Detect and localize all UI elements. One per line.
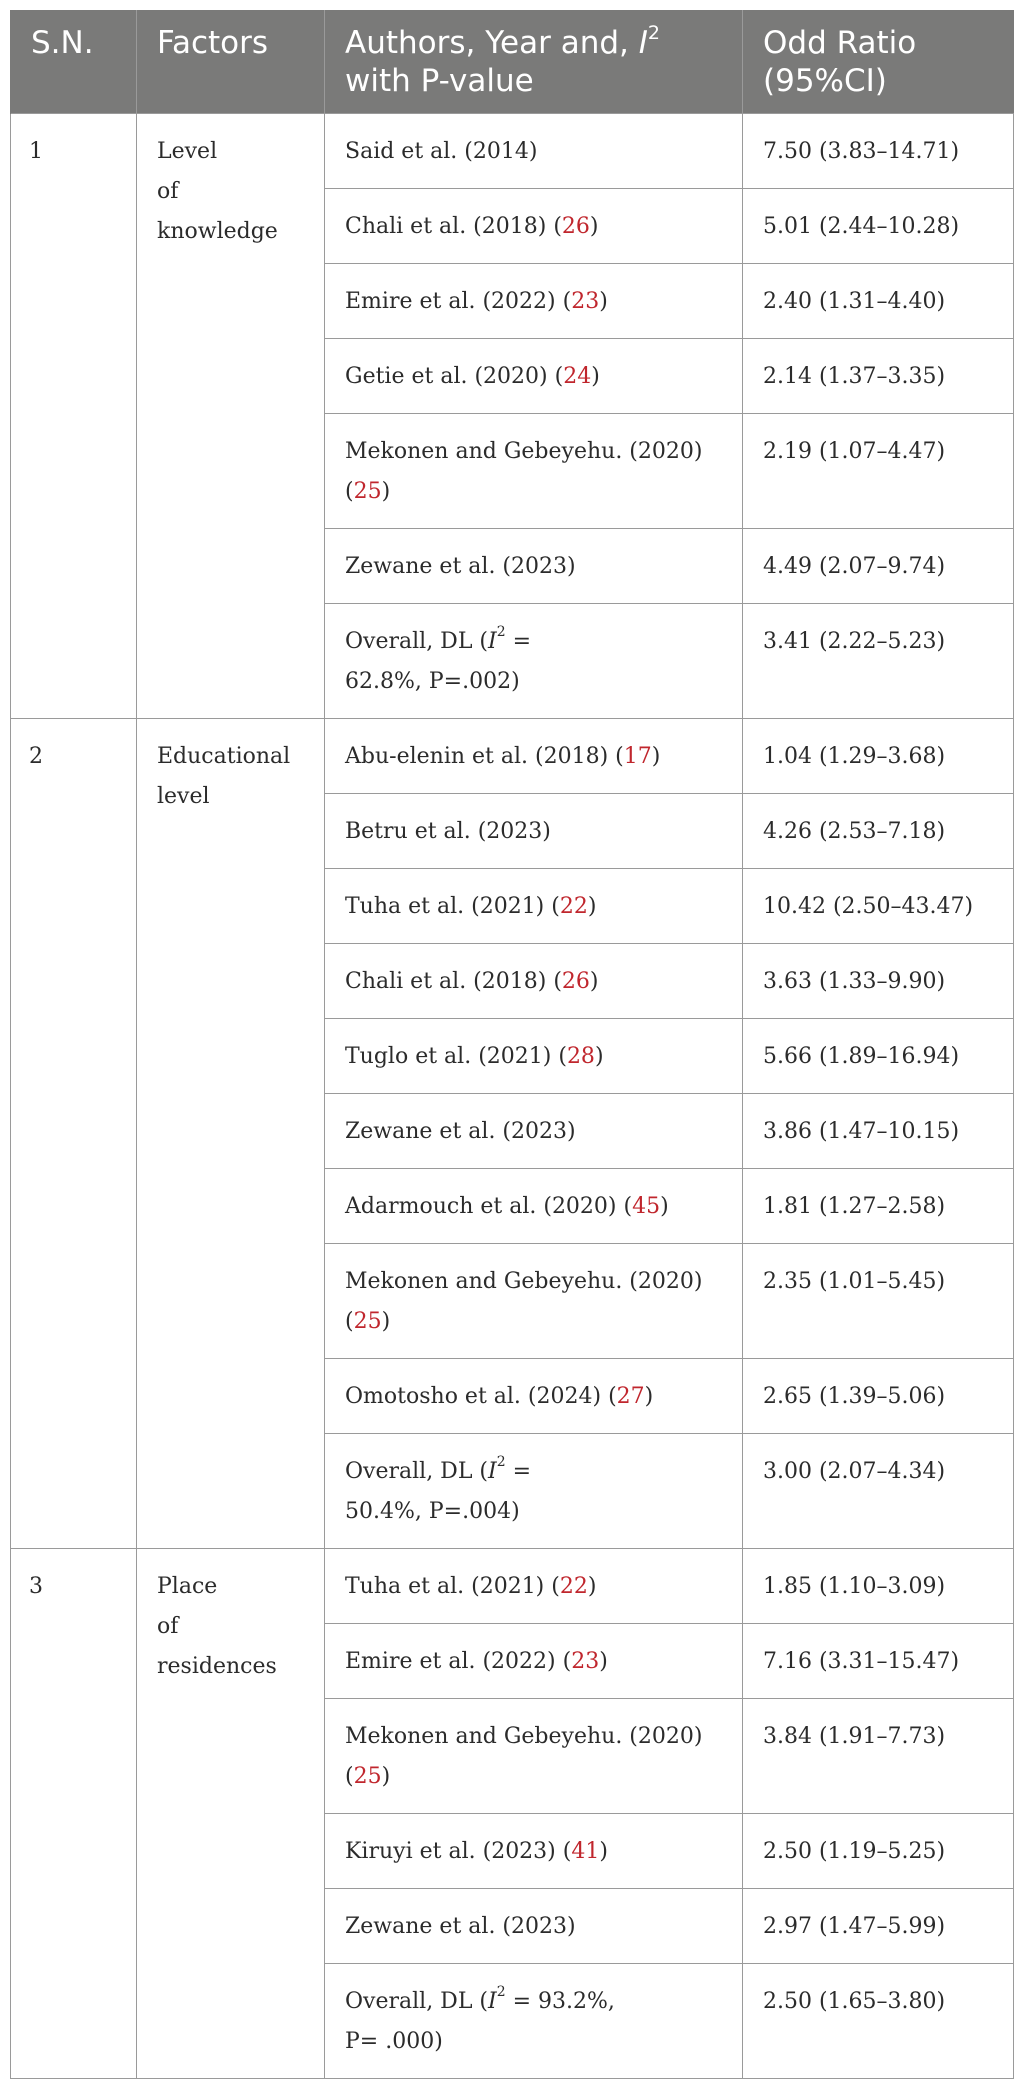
- odds-ratio-cell: 3.63 (1.33–9.90): [743, 944, 1014, 1019]
- author-cell: [325, 1814, 743, 1889]
- author-cell: [325, 719, 743, 794]
- odds-ratio-cell: 1.04 (1.29–3.68): [743, 719, 1014, 794]
- author-text: Kiruyi et al. (2023) (: [345, 1839, 572, 1864]
- author-cell: [325, 264, 743, 339]
- reference-link[interactable]: 25: [353, 1764, 382, 1789]
- sn-cell: 1: [11, 114, 137, 719]
- table-row: [11, 114, 1014, 189]
- author-cell: [325, 1624, 743, 1699]
- reference-link[interactable]: 45: [632, 1194, 661, 1219]
- odds-ratio-cell: 1.85 (1.10–3.09): [743, 1549, 1014, 1624]
- author-text: Getie et al. (2020) (: [345, 364, 564, 389]
- factor-cell: [137, 719, 325, 1549]
- overall-post-1: =: [505, 1459, 532, 1484]
- author-cell: [325, 414, 743, 529]
- odds-ratio-cell: 3.86 (1.47–10.15): [743, 1094, 1014, 1169]
- reference-link[interactable]: 22: [559, 894, 588, 919]
- overall-pre: Overall, DL (: [345, 1989, 488, 2014]
- reference-close-paren: ): [589, 214, 599, 239]
- overall-sup: 2: [496, 1454, 506, 1470]
- overall-odds-ratio-cell: 3.41 (2.22–5.23): [743, 604, 1014, 719]
- header-authors-label: Authors, Year and,: [345, 25, 639, 61]
- factor-label: knowledge: [157, 219, 278, 244]
- odds-ratio-cell: 1.81 (1.27–2.58): [743, 1169, 1014, 1244]
- author-cell: [325, 529, 743, 604]
- overall-pre: Overall, DL (: [345, 1459, 488, 1484]
- table-row: [11, 719, 1014, 794]
- author-text: Mekonen and Gebeyehu. (2020) (: [345, 1724, 703, 1789]
- header-authors-i: I: [638, 25, 648, 61]
- odds-ratio-cell: 5.66 (1.89–16.94): [743, 1019, 1014, 1094]
- reference-link[interactable]: 41: [571, 1839, 600, 1864]
- author-text: Chali et al. (2018) (: [345, 969, 562, 994]
- factor-label: Educational: [157, 744, 291, 769]
- author-text: Said et al. (2014): [345, 139, 538, 164]
- author-text: Tuha et al. (2021) (: [345, 894, 560, 919]
- author-cell: [325, 1699, 743, 1814]
- overall-odds-ratio-cell: 2.50 (1.65–3.80): [743, 1964, 1014, 2079]
- sn-cell: 2: [11, 719, 137, 1549]
- author-text: Adarmouch et al. (2020) (: [345, 1194, 633, 1219]
- reference-close-paren: ): [587, 894, 597, 919]
- odds-ratio-cell: 2.65 (1.39–5.06): [743, 1359, 1014, 1434]
- author-text: Chali et al. (2018) (: [345, 214, 562, 239]
- reference-close-paren: ): [599, 1839, 608, 1864]
- factor-label: level: [157, 784, 210, 809]
- odds-ratio-cell: 2.14 (1.37–3.35): [743, 339, 1014, 414]
- reference-close-paren: ): [644, 1384, 654, 1409]
- author-text: Zewane et al. (2023): [345, 554, 576, 579]
- overall-post-1: = 93.2%,: [505, 1989, 615, 2014]
- header-factors: [137, 10, 325, 114]
- reference-link[interactable]: 25: [353, 479, 382, 504]
- meta-analysis-table: [10, 10, 1014, 2079]
- factor-cell: [137, 114, 325, 719]
- factor-label: Place: [157, 1574, 218, 1599]
- odds-ratio-cell: 4.26 (2.53–7.18): [743, 794, 1014, 869]
- header-or-label-2: (95%CI): [763, 63, 887, 99]
- author-cell: [325, 1244, 743, 1359]
- reference-link[interactable]: 26: [561, 214, 590, 239]
- reference-link[interactable]: 17: [623, 744, 652, 769]
- overall-odds-ratio-cell: 3.00 (2.07–4.34): [743, 1434, 1014, 1549]
- odds-ratio-cell: 2.35 (1.01–5.45): [743, 1244, 1014, 1359]
- reference-close-paren: ): [381, 1309, 391, 1334]
- odds-ratio-cell: 2.19 (1.07–4.47): [743, 414, 1014, 529]
- reference-close-paren: ): [381, 1764, 391, 1789]
- reference-link[interactable]: 23: [571, 1649, 600, 1674]
- factor-label: Level: [157, 139, 218, 164]
- reference-link[interactable]: 24: [563, 364, 592, 389]
- author-text: Tuglo et al. (2021) (: [345, 1044, 567, 1069]
- factor-label: of: [157, 1614, 179, 1639]
- reference-link[interactable]: 23: [571, 289, 600, 314]
- odds-ratio-cell: 4.49 (2.07–9.74): [743, 529, 1014, 604]
- reference-link[interactable]: 26: [561, 969, 590, 994]
- author-text: Mekonen and Gebeyehu. (2020) (: [345, 439, 703, 504]
- author-cell: [325, 339, 743, 414]
- header-sn: [11, 10, 137, 114]
- odds-ratio-cell: 7.50 (3.83–14.71): [743, 114, 1014, 189]
- header-authors-label-2: with P-value: [345, 63, 534, 99]
- header-sn-label: S.N.: [31, 25, 94, 61]
- reference-link[interactable]: 22: [559, 1574, 588, 1599]
- author-text: Emire et al. (2022) (: [345, 1649, 572, 1674]
- author-text: Zewane et al. (2023): [345, 1119, 576, 1144]
- odds-ratio-cell: 3.84 (1.91–7.73): [743, 1699, 1014, 1814]
- author-cell: [325, 794, 743, 869]
- header-or-label: Odd Ratio: [763, 25, 917, 61]
- reference-close-paren: ): [599, 289, 608, 314]
- reference-close-paren: ): [589, 969, 599, 994]
- author-cell: [325, 1019, 743, 1094]
- overall-sup: 2: [496, 624, 506, 640]
- overall-sup: 2: [496, 1984, 506, 2000]
- overall-post-1: =: [505, 629, 532, 654]
- author-cell: [325, 1549, 743, 1624]
- author-cell: [325, 944, 743, 1019]
- overall-author-cell: [325, 1964, 743, 2079]
- overall-i: I: [488, 1459, 497, 1484]
- author-cell: [325, 1359, 743, 1434]
- author-cell: [325, 1094, 743, 1169]
- table-body: [11, 114, 1014, 2079]
- reference-close-paren: ): [594, 1044, 604, 1069]
- reference-link[interactable]: 28: [566, 1044, 595, 1069]
- header-odds-ratio: [743, 10, 1014, 114]
- author-text: Emire et al. (2022) (: [345, 289, 572, 314]
- overall-author-cell: [325, 604, 743, 719]
- odds-ratio-cell: 2.40 (1.31–4.40): [743, 264, 1014, 339]
- overall-i: I: [488, 629, 497, 654]
- header-factors-label: Factors: [157, 25, 269, 61]
- header-authors-sup: 2: [647, 22, 660, 44]
- odds-ratio-cell: 10.42 (2.50–43.47): [743, 869, 1014, 944]
- reference-close-paren: ): [591, 364, 600, 389]
- factor-label: residences: [157, 1654, 277, 1679]
- author-text: Tuha et al. (2021) (: [345, 1574, 560, 1599]
- overall-pre: Overall, DL (: [345, 629, 488, 654]
- header-authors: [325, 10, 743, 114]
- reference-close-paren: ): [381, 479, 391, 504]
- overall-post-2: 50.4%, P=.004): [345, 1499, 520, 1524]
- overall-author-cell: [325, 1434, 743, 1549]
- author-text: Omotosho et al. (2024) (: [345, 1384, 617, 1409]
- reference-close-paren: ): [660, 1194, 669, 1219]
- table-row: [11, 1549, 1014, 1624]
- reference-close-paren: ): [587, 1574, 597, 1599]
- odds-ratio-cell: 5.01 (2.44–10.28): [743, 189, 1014, 264]
- odds-ratio-cell: 2.50 (1.19–5.25): [743, 1814, 1014, 1889]
- author-cell: [325, 1889, 743, 1964]
- author-text: Abu-elenin et al. (2018) (: [345, 744, 624, 769]
- author-cell: [325, 189, 743, 264]
- factor-cell: [137, 1549, 325, 2079]
- reference-link[interactable]: 25: [353, 1309, 382, 1334]
- reference-link[interactable]: 27: [616, 1384, 645, 1409]
- author-text: Mekonen and Gebeyehu. (2020) (: [345, 1269, 703, 1334]
- odds-ratio-cell: 2.97 (1.47–5.99): [743, 1889, 1014, 1964]
- author-cell: [325, 114, 743, 189]
- author-cell: [325, 1169, 743, 1244]
- author-text: Zewane et al. (2023): [345, 1914, 576, 1939]
- odds-ratio-cell: 7.16 (3.31–15.47): [743, 1624, 1014, 1699]
- overall-post-2: 62.8%, P=.002): [345, 669, 520, 694]
- table-header: [11, 10, 1014, 114]
- reference-close-paren: ): [651, 744, 661, 769]
- sn-cell: 3: [11, 1549, 137, 2079]
- overall-i: I: [488, 1989, 497, 2014]
- author-text: Betru et al. (2023): [345, 819, 551, 844]
- author-cell: [325, 869, 743, 944]
- overall-post-2: P= .000): [345, 2029, 443, 2054]
- reference-close-paren: ): [599, 1649, 608, 1674]
- factor-label: of: [157, 179, 179, 204]
